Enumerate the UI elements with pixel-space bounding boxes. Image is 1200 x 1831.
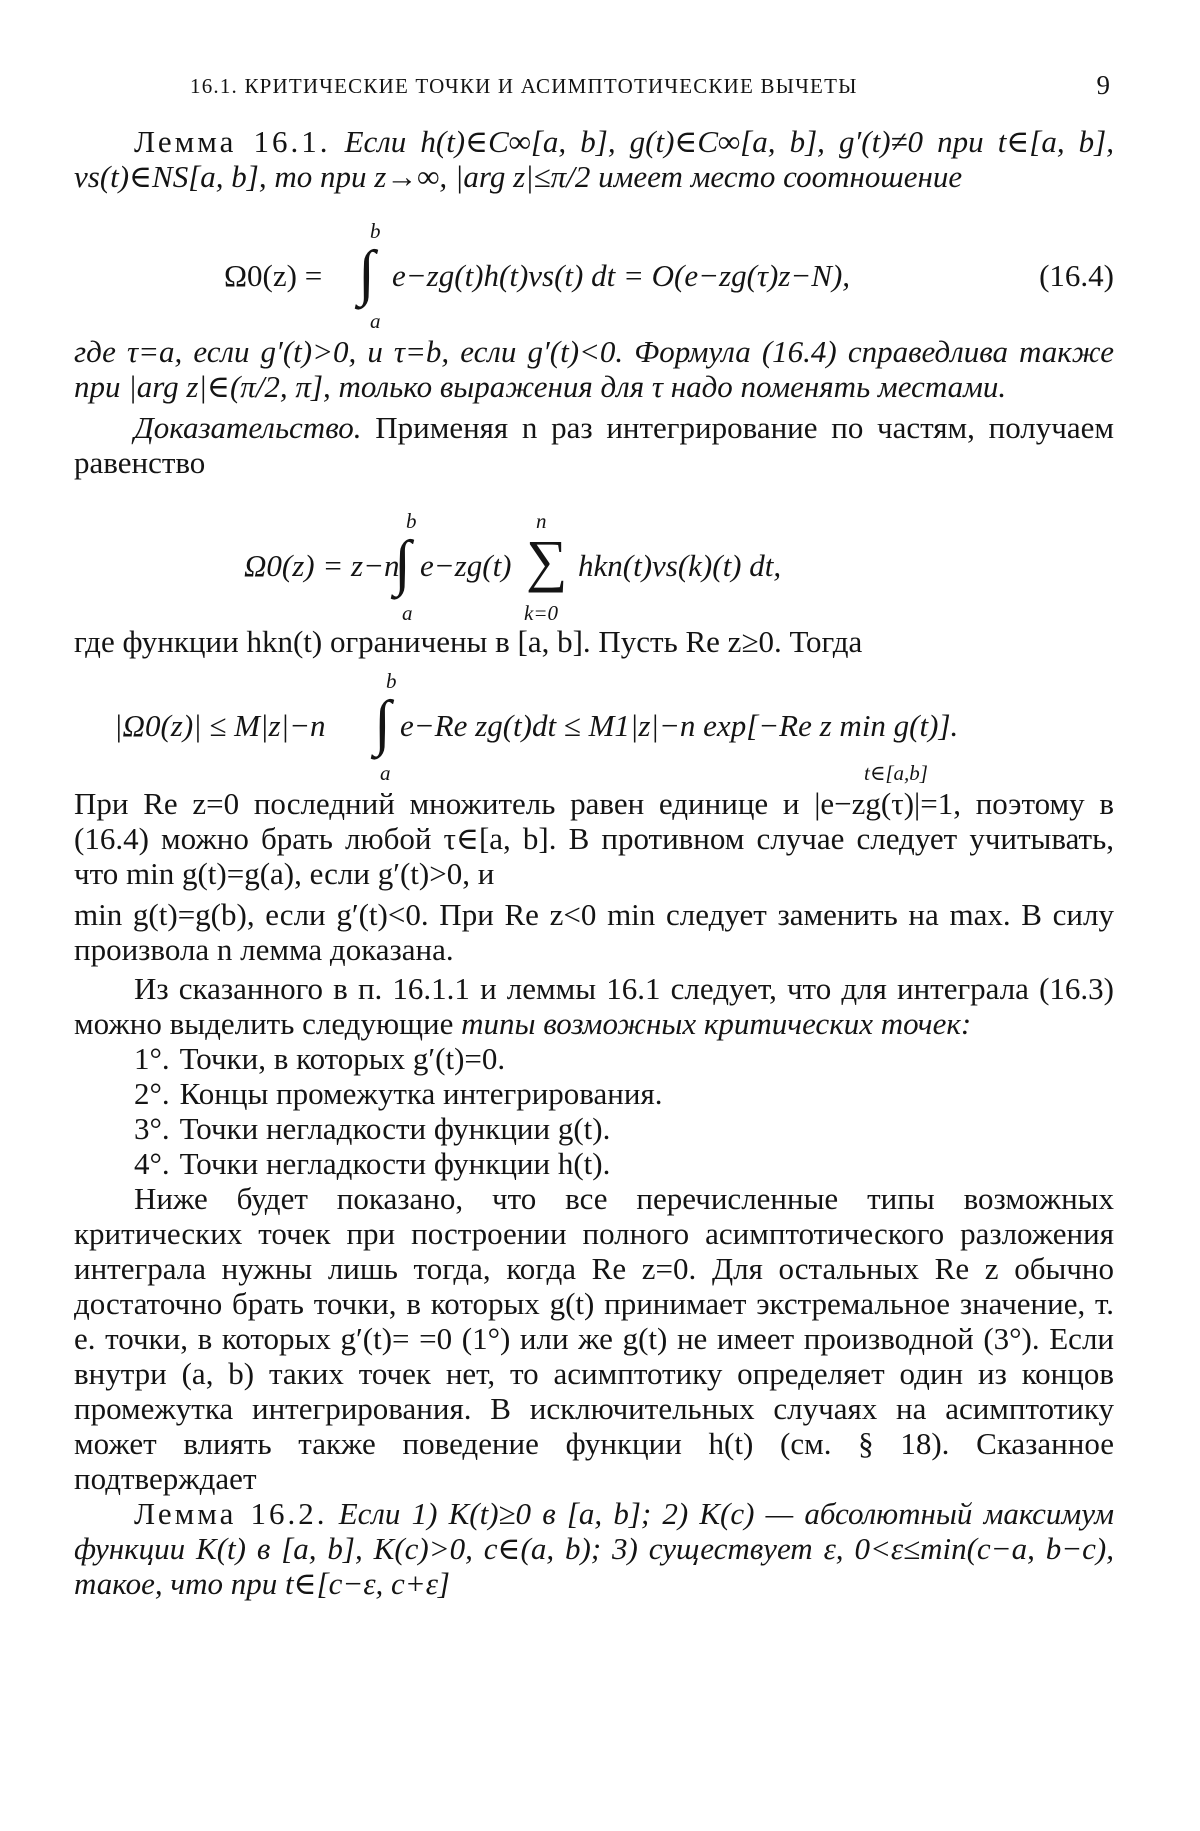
lemma-statement: Если 1) K(t)≥0 в [a, b]; 2) K(c) — абсолютный максимум функции K(t) в [a, b], K(c)>0, c∈(a, b); 3) существует ε, 0<ε≤min(c−a, b−c), такое, что при t∈[c−ε, c+ε]: [74, 1496, 1114, 1601]
equation-3: [74, 669, 1114, 785]
lemma-label: Лемма 16.2.: [134, 1496, 328, 1531]
equation-number: (16.4): [1039, 258, 1114, 293]
equation-lhs: |Ω0(z)| ≤ M|z|−n: [114, 708, 326, 743]
text-block-4: [74, 786, 1114, 1601]
equation-2: [74, 509, 1114, 625]
integral-lower-limit: a: [402, 601, 413, 625]
list-item: 1°. Точки, в которых g′(t)=0.: [134, 1041, 506, 1076]
where-tau: где τ=a, если g′(t)>0, и τ=b, если g′(t)<0. Формула (16.4) справедлива также при |arg z|∈(π/2, π], только выражения для τ надо поменять местами.: [74, 334, 1114, 404]
list-item: 2°. Концы промежутка интегрирования.: [134, 1076, 663, 1111]
critical-points-list: [74, 1041, 1114, 1181]
page-number: 9: [1096, 70, 1110, 100]
paragraph-re-z: При Re z=0 последний множитель равен единице и |e−zg(τ)|=1, поэтому в (16.4) можно брать любой τ∈[a, b]. В противном случае следует учитывать, что min g(t)=g(a), если g′(t)>0, и: [74, 786, 1114, 891]
min-subscript: t∈[a,b]: [864, 761, 928, 785]
equation-16-4: [74, 219, 1114, 333]
proof-text: Применяя n раз интегрирование по частям, получаем равенство: [74, 410, 1115, 480]
text-block-1: [74, 124, 1114, 194]
text-block-3: [74, 624, 1114, 659]
equation-exponential: e−zg(t): [420, 548, 512, 583]
integral-sign: ∫: [394, 529, 411, 597]
integral-lower-limit: a: [380, 761, 391, 785]
integral-upper-limit: b: [370, 219, 381, 243]
critical-types-intro: Из сказанного в п. 16.1.1 и леммы 16.1 следует, что для интеграла (16.3) можно выделить следующие: [74, 971, 1114, 1041]
running-header: [190, 70, 1110, 100]
paragraph-min-max: min g(t)=g(b), если g′(t)<0. При Re z<0 min следует заменить на max. В силу произвола n лемма доказана.: [74, 897, 1114, 967]
proof-paragraph: [74, 410, 1114, 480]
lemma-label: Лемма 16.1.: [134, 124, 331, 159]
equation-lhs: Ω0(z) = z−n: [244, 548, 400, 583]
equation-rhs: hkn(t)νs(k)(t) dt,: [578, 548, 782, 583]
paragraph-critical-types: [74, 971, 1114, 1041]
lemma-statement: Если h(t)∈C∞[a, b], g(t)∈C∞[a, b], g′(t)≠0 при t∈[a, b], νs(t)∈NS[a, b], то при z→∞, |arg z|≤π/2 имеет место соотношение: [74, 124, 1115, 194]
paragraph-asymptotics: Ниже будет показано, что все перечисленные типы возможных критических точек при построении полного асимптотического разложения интеграла нужны лишь тогда, когда Re z=0. Для остальных Re z обычно достаточно брать точки, в которых g(t) принимает экстремальное значение, т. е. точки, в которых g′(t)= =0 (1°) или же g(t) не имеет производной (3°). Если внутри (a, b) таких точек нет, то асимптотику определяет один из концов промежутка интегрирования. В исключительных случаях на асимптотику может влиять также поведение функции h(t) (см. § 18). Сказанное подтверждает: [74, 1181, 1114, 1496]
list-item: 3°. Точки негладкости функции g(t).: [134, 1111, 611, 1146]
integral-sign: ∫: [358, 239, 375, 307]
text-block-2: [74, 334, 1114, 480]
equation-rhs: e−Re zg(t)dt ≤ M1|z|−n exp[−Re z min g(t)].: [400, 708, 959, 743]
equation-lhs: Ω0(z) =: [224, 258, 323, 293]
proof-label: Доказательство.: [134, 410, 362, 445]
equation-integrand: e−zg(t)h(t)νs(t) dt = O(e−zg(τ)z−N),: [392, 258, 851, 293]
list-item: 4°. Точки негладкости функции h(t).: [134, 1146, 611, 1181]
integral-upper-limit: b: [406, 509, 417, 533]
sum-lower-limit: k=0: [524, 601, 558, 625]
running-title: 16.1. КРИТИЧЕСКИЕ ТОЧКИ И АСИМПТОТИЧЕСКИЕ ВЫЧЕТЫ: [190, 74, 858, 98]
integral-lower-limit: a: [370, 309, 381, 333]
lemma-16-1: [74, 124, 1114, 194]
sum-sign: ∑: [526, 528, 568, 593]
integral-sign: ∫: [374, 689, 391, 757]
integral-upper-limit: b: [386, 669, 397, 693]
where-hkn: где функции hkn(t) ограничены в [a, b]. Пусть Re z≥0. Тогда: [74, 624, 863, 659]
sum-upper-limit: n: [536, 509, 547, 533]
lemma-16-2: [74, 1496, 1114, 1601]
critical-types-emphasis: типы возможных критических точек:: [461, 1006, 972, 1041]
